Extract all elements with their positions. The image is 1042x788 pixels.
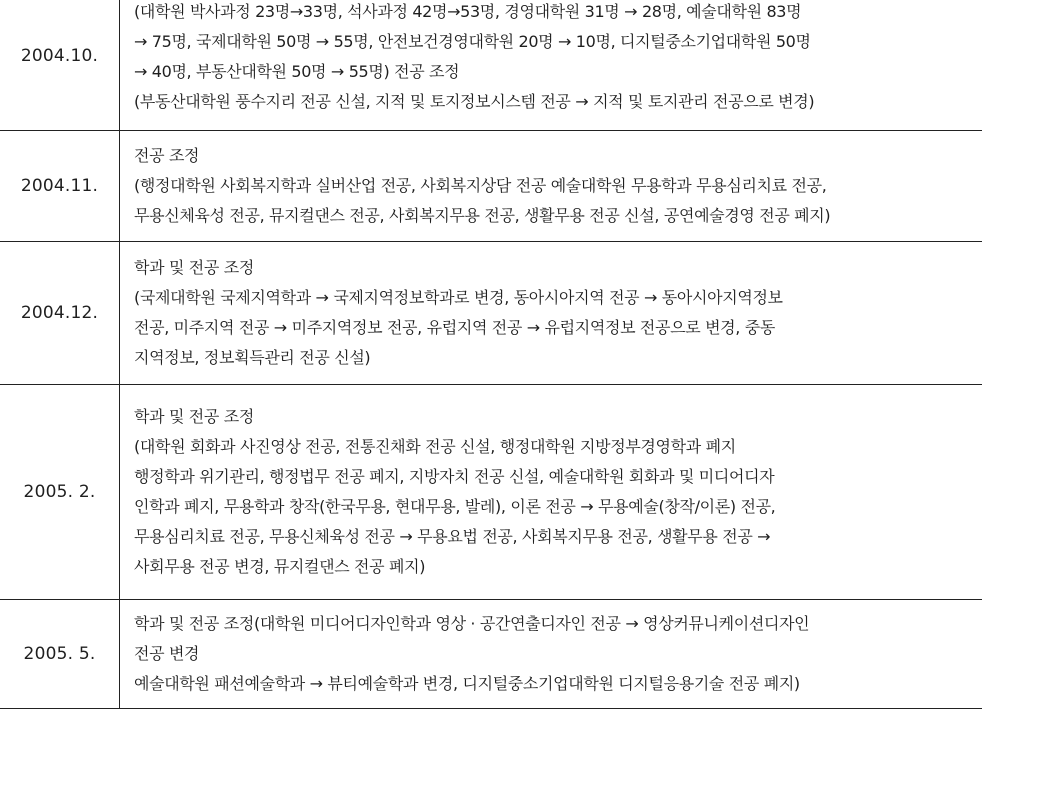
table-row — [0, 385, 982, 600]
description-cell — [120, 385, 983, 600]
date-cell: 2004.11. — [0, 131, 120, 242]
description-cell — [120, 131, 983, 242]
description-line: 지역정보, 정보획득관리 전공 신설) — [134, 348, 371, 367]
description-line: 무용심리치료 전공, 무용신체육성 전공 → 무용요법 전공, 사회복지무용 전공, 생활무용 전공 → — [134, 527, 771, 546]
date-cell: 2004.12. — [0, 242, 120, 385]
description-line: (부동산대학원 풍수지리 전공 신설, 지적 및 토지정보시스템 전공 → 지적 및 토지관리 전공으로 변경) — [134, 92, 815, 111]
description-line: 학과 및 전공 조정 — [134, 258, 254, 277]
table-row — [0, 600, 982, 709]
description-line: (행정대학원 사회복지학과 실버산업 전공, 사회복지상담 전공 예술대학원 무용학과 무용심리치료 전공, — [134, 176, 827, 195]
description-line: 인학과 폐지, 무용학과 창작(한국무용, 현대무용, 발레), 이론 전공 → 무용예술(창작/이론) 전공, — [134, 497, 776, 516]
table-row — [0, 242, 982, 385]
date-cell: 2004.10. — [0, 0, 120, 131]
description-line: → 75명, 국제대학원 50명 → 55명, 안전보건경영대학원 20명 → 10명, 디지털중소기업대학원 50명 — [134, 32, 811, 51]
date-cell: 2005. 2. — [0, 385, 120, 600]
description-line: 사회무용 전공 변경, 뮤지컬댄스 전공 폐지) — [134, 557, 426, 576]
description-line: 예술대학원 패션예술학과 → 뷰티예술학과 변경, 디지털중소기업대학원 디지털응용기술 전공 폐지) — [134, 674, 800, 693]
description-cell — [120, 242, 983, 385]
description-cell — [120, 0, 983, 131]
description-line: 전공, 미주지역 전공 → 미주지역정보 전공, 유럽지역 전공 → 유럽지역정보 전공으로 변경, 중동 — [134, 318, 775, 337]
description-line: → 40명, 부동산대학원 50명 → 55명) 전공 조정 — [134, 62, 460, 81]
description-line: 전공 조정 — [134, 146, 200, 165]
table-row — [0, 131, 982, 242]
description-line: 행정학과 위기관리, 행정법무 전공 폐지, 지방자치 전공 신설, 예술대학원 회화과 및 미디어디자 — [134, 467, 775, 486]
description-line: 학과 및 전공 조정(대학원 미디어디자인학과 영상 · 공간연출디자인 전공 → 영상커뮤니케이션디자인 — [134, 614, 810, 633]
description-line: (국제대학원 국제지역학과 → 국제지역정보학과로 변경, 동아시아지역 전공 → 동아시아지역정보 — [134, 288, 783, 307]
description-line: 학과 및 전공 조정 — [134, 407, 254, 426]
description-cell — [120, 600, 983, 709]
description-line: (대학원 회화과 사진영상 전공, 전통진채화 전공 신설, 행정대학원 지방정부경영학과 폐지 — [134, 437, 736, 456]
description-line: (대학원 박사과정 23명→33명, 석사과정 42명→53명, 경영대학원 31명 → 28명, 예술대학원 83명 — [134, 2, 802, 21]
table-row — [0, 0, 982, 131]
description-line: 무용신체육성 전공, 뮤지컬댄스 전공, 사회복지무용 전공, 생활무용 전공 신설, 공연예술경영 전공 폐지) — [134, 206, 831, 225]
description-line: 전공 변경 — [134, 644, 200, 663]
date-cell: 2005. 5. — [0, 600, 120, 709]
